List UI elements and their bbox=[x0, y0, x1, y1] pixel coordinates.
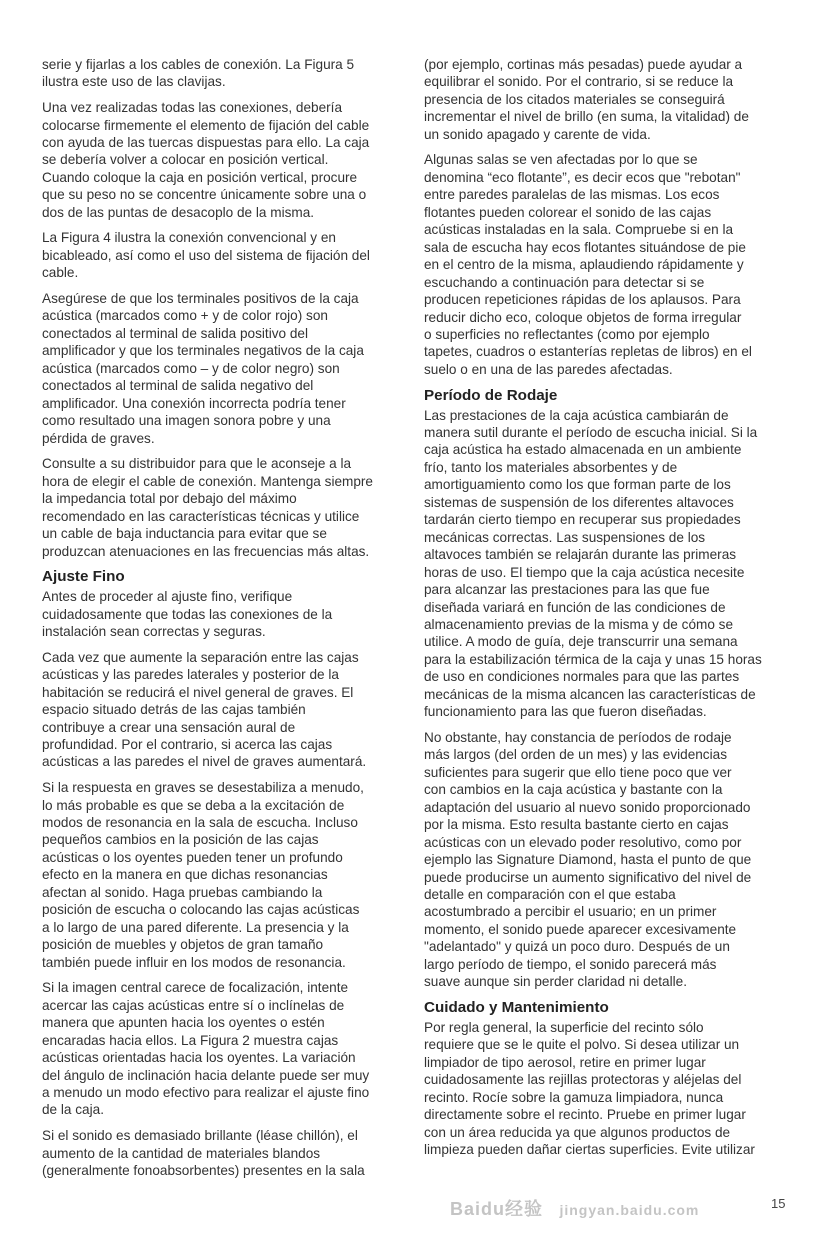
text-line: pérdida de graves. bbox=[42, 430, 155, 446]
text-line: sistemas de suspensión de los diferentes altavoces bbox=[424, 494, 734, 510]
text-line: acústicas o los oyentes pueden tener un profundo bbox=[42, 849, 343, 865]
text-line: No obstante, hay constancia de períodos de rodaje bbox=[424, 729, 732, 745]
text-line: modos de resonancia en la sala de escucha. Incluso bbox=[42, 814, 358, 830]
text-line: con ayuda de las tuercas dispuestas para ello. La caja bbox=[42, 135, 370, 150]
text-line: para alcanzar las prestaciones para las que fue bbox=[424, 582, 710, 598]
text-line: limpieza pueden dañar ciertas superficies. Evite utilizar bbox=[424, 1142, 755, 1158]
text-line: acústica (marcados como – y de color negro) son bbox=[42, 360, 340, 376]
text-line: mecánicas de la misma alcancen las características de bbox=[424, 686, 756, 702]
text-line: equilibrar el sonido. Por el contrario, si se reduce la bbox=[424, 74, 734, 90]
text-line: utilice. A modo de guía, deje transcurrir una semana bbox=[424, 634, 738, 650]
text-line: también puede influir en los modos de resonancia. bbox=[42, 954, 346, 970]
text-line: conectados al terminal de salida negativo del bbox=[42, 378, 314, 394]
text-line: recomendado en las características técnicas y utilice bbox=[42, 508, 360, 524]
text-line: Si la imagen central carece de focalización, intente bbox=[42, 980, 349, 996]
text-line: caja acústica ha estado almacenada en un ambiente bbox=[424, 442, 742, 458]
section-heading: Ajuste Fino bbox=[42, 568, 125, 586]
text-line: mecánicas correctas. Las suspensiones de los bbox=[424, 529, 706, 545]
paragraph bbox=[424, 407, 796, 721]
text-line: altavoces también se relajarán durante las primeras bbox=[424, 547, 737, 563]
text-line: "adelantado" y quizá un poco duro. Después de un bbox=[424, 939, 730, 955]
watermark bbox=[450, 1198, 699, 1221]
text-line: amortiguamiento como los que forman parte de los bbox=[424, 477, 731, 493]
text-line: para la estabilización térmica de la caja y unas 15 horas bbox=[424, 651, 762, 667]
text-line: Una vez realizadas todas las conexiones, debería bbox=[42, 100, 342, 116]
text-line: afectan al sonido. Haga pruebas cambiando la bbox=[42, 884, 323, 900]
text-line: (por ejemplo, cortinas más pesadas) puede ayudar a bbox=[424, 57, 743, 72]
text-line: Si el sonido es demasiado brillante (léase chillón), el bbox=[42, 1128, 358, 1144]
text-line: horas de uso. El tiempo que la caja acústica necesite bbox=[424, 564, 745, 580]
text-line: bicableado, así como el uso del sistema de fijación del bbox=[42, 247, 370, 263]
text-line: Antes de proceder al ajuste fino, verifique bbox=[42, 589, 293, 605]
text-line: Algunas salas se ven afectadas por lo que se bbox=[424, 152, 698, 168]
text-line: funcionamiento para las que fueron diseñadas. bbox=[424, 704, 707, 720]
text-line: acústicas con un elevado poder resolutivo, como por bbox=[424, 834, 742, 850]
text-line: detalle en comparación con el que estaba bbox=[424, 886, 676, 902]
text-line: frío, tanto los materiales absorbentes y de bbox=[424, 459, 678, 475]
paragraph bbox=[42, 229, 414, 281]
text-line: escuchando a continuación para detectar si se bbox=[424, 274, 705, 290]
watermark-url: jingyan.baidu.com bbox=[559, 1202, 700, 1218]
text-line: dos de las puntas de desacoplo de la misma. bbox=[42, 204, 315, 220]
text-line: diseñada variará en función de las condiciones de bbox=[424, 599, 726, 615]
text-line: requiere que se le quite el polvo. Si desea utilizar un bbox=[424, 1037, 740, 1053]
text-line: se debería volver a colocar en posición vertical. bbox=[42, 152, 329, 168]
text-line: Las prestaciones de la caja acústica cambiarán de bbox=[424, 407, 729, 423]
paragraph bbox=[424, 151, 796, 378]
text-line: suficientes para sugerir que ello tiene poco que ver bbox=[424, 764, 732, 780]
text-line: incrementar el nivel de brillo (en suma, la vitalidad) de bbox=[424, 109, 749, 125]
text-line: encaradas hacia ellos. La Figura 2 muestra cajas bbox=[42, 1032, 339, 1048]
left-column bbox=[42, 56, 414, 1188]
text-line: adaptación del usuario al nuevo sonido proporcionado bbox=[424, 799, 751, 815]
text-line: a lo largo de una pared diferente. La presencia y la bbox=[42, 919, 349, 935]
text-line: acústicas a las paredes el nivel de graves aumentará. bbox=[42, 754, 367, 770]
text-line: entre paredes paralelas de las mismas. Los ecos bbox=[424, 187, 720, 203]
text-line: amplificador y que los terminales negativos de la caja bbox=[42, 343, 364, 359]
text-line: colocarse firmemente el elemento de fijación del cable bbox=[42, 117, 370, 133]
text-line: cuidadosamente las rejillas protectoras y aléjelas del bbox=[424, 1072, 742, 1088]
text-line: acústicas instaladas en la sala. Compruebe si en la bbox=[424, 222, 734, 238]
text-line: o superficies no reflectantes (como por ejemplo bbox=[424, 326, 710, 342]
paragraph bbox=[42, 290, 414, 447]
text-line: posición de muebles y objetos de gran tamaño bbox=[42, 937, 324, 953]
text-line: limpiador de tipo aerosol, retire en primer lugar bbox=[424, 1054, 706, 1070]
text-line: del ángulo de inclinación hacia delante puede ser muy bbox=[42, 1067, 370, 1083]
text-line: cuidadosamente que todas las conexiones de la bbox=[42, 606, 333, 622]
text-line: con un área reducida ya que algunos productos de bbox=[424, 1124, 731, 1140]
text-line: almacenamiento previas de la misma y de cómo se bbox=[424, 616, 734, 632]
text-line: tapetes, cuadros o estanterías repletas de libros) en el bbox=[424, 344, 752, 360]
paragraph bbox=[42, 979, 414, 1119]
text-line: directamente sobre el recinto. Pruebe en primer lugar bbox=[424, 1107, 746, 1123]
watermark-logo: Baidu经验 bbox=[450, 1199, 544, 1219]
text-line: suelo o en una de las paredes afectadas. bbox=[424, 361, 673, 377]
paragraph bbox=[42, 588, 414, 640]
paragraph bbox=[42, 455, 414, 560]
text-line: un sonido apagado y carente de vida. bbox=[424, 126, 651, 142]
text-line: Asegúrese de que los terminales positivos de la caja bbox=[42, 291, 359, 306]
text-line: tardarán cierto tiempo en recuperar sus propiedades bbox=[424, 512, 741, 528]
text-line: que su peso no se concentre únicamente sobre una o bbox=[42, 187, 367, 203]
text-line: serie y fijarlas a los cables de conexión. La Figura 5 bbox=[42, 57, 355, 72]
text-line: profundidad. Por el contrario, si acerca las cajas bbox=[42, 736, 333, 752]
text-line: en el centro de la misma, aplaudiendo rápidamente y bbox=[424, 257, 744, 273]
paragraph bbox=[42, 779, 414, 971]
paragraph bbox=[424, 56, 796, 143]
text-line: a menudo un modo efectivo para realizar el ajuste fino bbox=[42, 1084, 370, 1100]
text-line: Por regla general, la superficie del recinto sólo bbox=[424, 1019, 704, 1035]
text-line: produzcan atenuaciones en las frecuencias más altas. bbox=[42, 543, 370, 559]
text-line: Cada vez que aumente la separación entre las cajas bbox=[42, 649, 359, 665]
text-line: contribuye a crear una sensación aural de bbox=[42, 719, 296, 735]
text-line: flotantes pueden colorear el sonido de las cajas bbox=[424, 204, 712, 220]
text-line: manera sutil durante el período de escucha inicial. Si la bbox=[424, 424, 758, 440]
text-line: Si la respuesta en graves se desestabiliza a menudo, bbox=[42, 780, 364, 796]
text-line: más largos (del orden de un mes) y las evidencias bbox=[424, 747, 727, 763]
text-line: manera que apunten hacia los oyentes o estén bbox=[42, 1015, 325, 1031]
text-line: suave aunque sin perder claridad ni detalle. bbox=[424, 974, 687, 990]
text-line: ilustra este uso de las clavijas. bbox=[42, 74, 226, 90]
text-line: conectados al terminal de salida positivo del bbox=[42, 325, 308, 341]
text-line: ejemplo las Signature Diamond, hasta el punto de que bbox=[424, 852, 752, 868]
page-number: 15 bbox=[771, 1196, 786, 1211]
text-line: denomina “eco flotante”, es decir ecos que "rebotan" bbox=[424, 169, 741, 185]
text-line: sala de escucha hay ecos flotantes situándose de pie bbox=[424, 239, 746, 255]
paragraph bbox=[424, 729, 796, 991]
text-line: amplificador. Una conexión incorrecta podría tener bbox=[42, 395, 346, 411]
text-line: posición de escucha o colocando las cajas acústicas bbox=[42, 902, 360, 918]
text-line: acercar las cajas acústicas entre sí o inclínelas de bbox=[42, 997, 345, 1013]
text-line: efecto en la manera en que dichas resonancias bbox=[42, 867, 328, 883]
text-line: La Figura 4 ilustra la conexión convencional y en bbox=[42, 230, 336, 246]
text-line: acostumbrado a percibir el usuario; en un primer bbox=[424, 904, 717, 920]
text-line: Cuando coloque la caja en posición vertical, procure bbox=[42, 169, 358, 185]
text-line: acústicas y las paredes laterales y posterior de la bbox=[42, 667, 339, 683]
section-heading: Cuidado y Mantenimiento bbox=[424, 998, 609, 1016]
text-line: reducir dicho eco, coloque objetos de forma irregular bbox=[424, 309, 742, 325]
text-line: producen repeticiones rápidas de los aplausos. Para bbox=[424, 292, 741, 308]
paragraph bbox=[42, 99, 414, 221]
text-line: instalación sean correctas y seguras. bbox=[42, 624, 266, 640]
text-line: de la caja. bbox=[42, 1102, 104, 1118]
paragraph bbox=[42, 56, 414, 91]
text-line: con cambios en la caja acústica y bastante con la bbox=[424, 782, 723, 798]
text-line: espacio situado detrás de las cajas también bbox=[42, 702, 306, 718]
text-line: Consulte a su distribuidor para que le aconseje a la bbox=[42, 456, 352, 472]
paragraph bbox=[42, 1127, 414, 1179]
text-line: pequeños cambios en la posición de las cajas bbox=[42, 832, 319, 848]
text-line: como resultado una imagen sonora pobre y una bbox=[42, 413, 331, 429]
text-line: acústicas orientadas hacia los oyentes. La variación bbox=[42, 1050, 356, 1066]
text-line: la impedancia total por debajo del máximo bbox=[42, 491, 297, 507]
text-line: momento, el sonido puede aparecer excesivamente bbox=[424, 921, 737, 937]
text-line: un cable de baja inductancia para evitar que se bbox=[42, 526, 327, 542]
right-column bbox=[424, 56, 796, 1167]
text-line: aumento de la cantidad de materiales blandos bbox=[42, 1145, 321, 1161]
paragraph bbox=[424, 1019, 796, 1159]
text-line: hora de elegir el cable de conexión. Mantenga siempre bbox=[42, 473, 373, 489]
text-line: largo período de tiempo, el sonido parecerá más bbox=[424, 956, 717, 972]
paragraph bbox=[42, 649, 414, 771]
text-line: cable. bbox=[42, 265, 79, 281]
text-line: por la misma. Esto resulta bastante cierto en cajas bbox=[424, 817, 729, 833]
text-line: lo más probable es que se deba a la excitación de bbox=[42, 797, 345, 813]
section-heading: Período de Rodaje bbox=[424, 386, 558, 404]
text-line: recinto. Rocíe sobre la gamuza limpiadora, nunca bbox=[424, 1089, 724, 1105]
text-line: (generalmente fonoabsorbentes) presentes en la sala bbox=[42, 1162, 365, 1178]
text-line: puede producirse un aumento significativo del nivel de bbox=[424, 869, 752, 885]
text-line: de uso en condiciones normales para que las partes bbox=[424, 669, 740, 685]
text-line: presencia de los citados materiales se conseguirá bbox=[424, 91, 725, 107]
text-line: acústica (marcados como + y de color rojo) son bbox=[42, 308, 328, 324]
text-line: habitación se reducirá el nivel general de graves. El bbox=[42, 684, 354, 700]
